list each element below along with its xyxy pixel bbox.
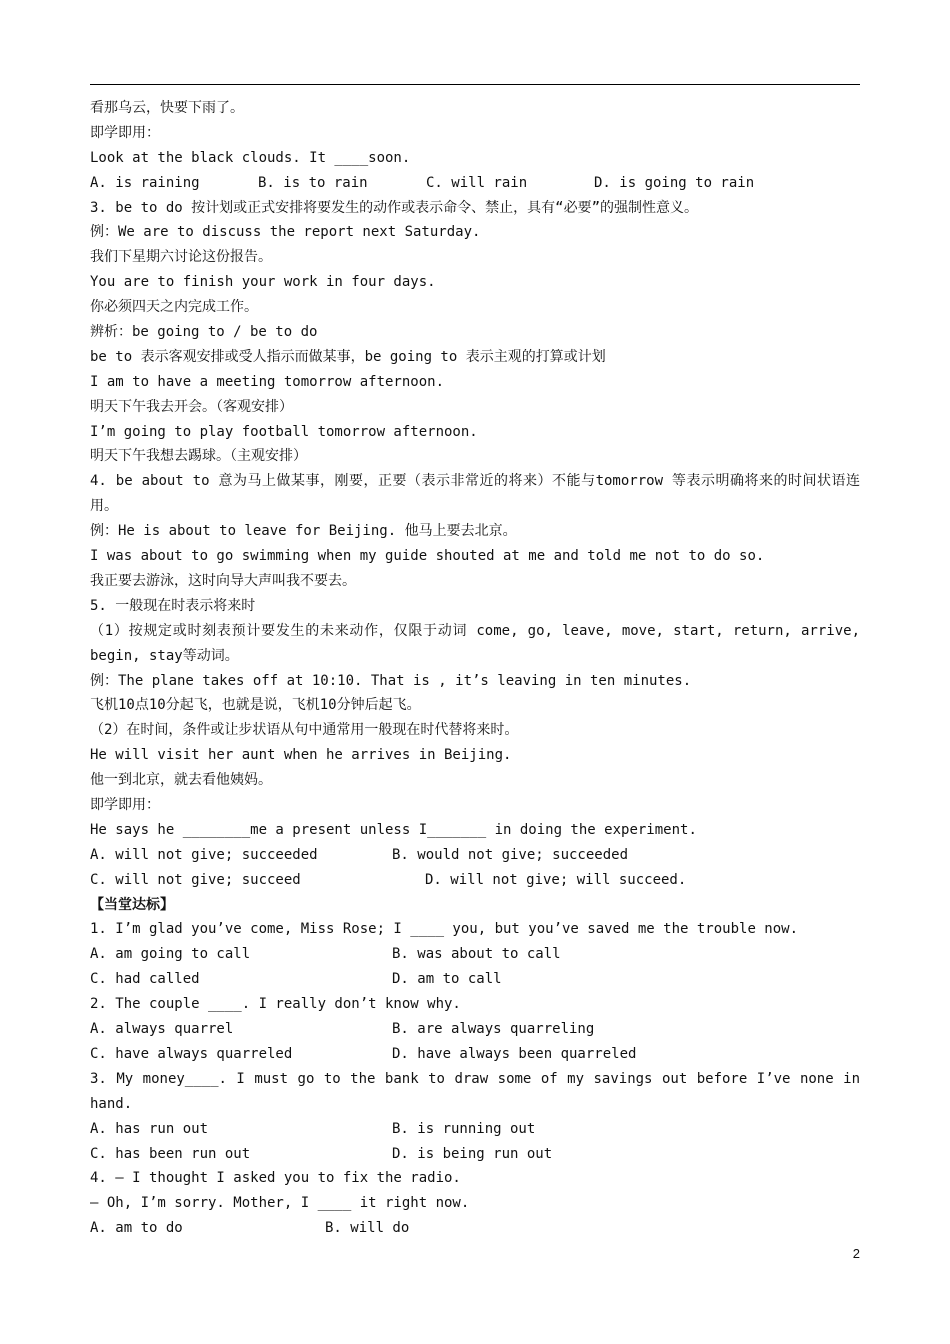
option-a: A. always quarrel xyxy=(90,1021,234,1038)
example-sentence: 例：We are to discuss the report next Saturday. xyxy=(90,224,481,241)
option-b: B. will do xyxy=(325,1220,410,1237)
option-a: A. is raining xyxy=(90,174,200,191)
text-line: （1）按规定或时刻表预计要发生的未来动作，仅限于动词 come, go, leave, move, start, return, arrive, begin, stay等动词。 xyxy=(90,622,860,664)
example-sentence: 例：The plane takes off at 10:10. That is , it’s leaving in ten minutes. xyxy=(90,672,692,689)
option-b: B. are always quarreling xyxy=(392,1021,595,1038)
page-number: 2 xyxy=(852,1246,860,1261)
example-sentence: He will visit her aunt when he arrives in Beijing. xyxy=(90,747,512,764)
option-d: D. will not give; will succeed. xyxy=(425,871,687,888)
text-line: （2）在时间，条件或让步状语从句中通常用一般现在时代替将来时。 xyxy=(90,722,519,739)
answer-options xyxy=(90,1042,860,1067)
exercise-question: 3. My money____. I must go to the bank to draw some of my savings out before I’ve none in hand. xyxy=(90,1070,860,1112)
answer-options xyxy=(90,868,860,893)
option-a: A. will not give; succeeded xyxy=(90,846,318,863)
document-body xyxy=(90,96,860,1241)
translation: 他一到北京，就去看他姨妈。 xyxy=(90,772,272,789)
answer-options xyxy=(90,1216,860,1241)
option-c: C. had called xyxy=(90,971,200,988)
exercise-question: 4. — I thought I asked you to fix the radio. xyxy=(90,1170,461,1187)
text-line: be to 表示客观安排或受人指示而做某事，be going to 表示主观的打算或计划 xyxy=(90,348,606,365)
rule-heading: 5. 一般现在时表示将来时 xyxy=(90,597,256,614)
option-c: C. have always quarreled xyxy=(90,1045,293,1062)
option-b: B. was about to call xyxy=(392,946,561,963)
answer-options xyxy=(90,967,860,992)
example-sentence: 例：He is about to leave for Beijing. 他马上要去北京。 xyxy=(90,523,517,540)
translation: 你必须四天之内完成工作。 xyxy=(90,299,258,316)
option-c: C. will rain xyxy=(426,174,528,191)
option-a: A. am to do xyxy=(90,1220,183,1237)
section-label: 即学即用： xyxy=(90,124,160,141)
rule-heading: 4. be about to 意为马上做某事，刚要，正要（表示非常近的将来）不能与tomorrow 等表示明确将来的时间状语连用。 xyxy=(90,473,860,515)
translation: 我们下星期六讨论这份报告。 xyxy=(90,249,272,266)
example-sentence: I’m going to play football tomorrow afternoon. xyxy=(90,423,478,440)
answer-options xyxy=(90,843,860,868)
answer-options xyxy=(90,1017,860,1042)
exercise-question: — Oh, I’m sorry. Mother, I ____ it right now. xyxy=(90,1195,470,1212)
text-line: 看那乌云，快要下雨了。 xyxy=(90,100,244,116)
option-d: D. is being run out xyxy=(392,1145,553,1162)
translation: 明天下午我想去踢球。（主观安排） xyxy=(90,448,307,465)
comparison-heading: 辨析：be going to / be to do xyxy=(90,324,318,341)
option-b: B. is running out xyxy=(392,1120,536,1137)
option-d: D. have always been quarreled xyxy=(392,1045,637,1062)
option-d: D. is going to rain xyxy=(594,174,755,191)
option-a: A. has run out xyxy=(90,1120,209,1137)
option-c: C. will not give; succeed xyxy=(90,871,301,888)
answer-options xyxy=(90,1117,860,1142)
header-rule xyxy=(90,84,860,85)
section-label: 即学即用： xyxy=(90,797,160,813)
exercise-question: 1. I’m glad you’ve come, Miss Rose; I ____ you, but you’ve saved me the trouble now. xyxy=(90,921,799,938)
example-sentence: I am to have a meeting tomorrow afternoon. xyxy=(90,373,445,390)
rule-heading: 3. be to do 按计划或正式安排将要发生的动作或表示命令、禁止，具有“必要”的强制性意义。 xyxy=(90,199,698,216)
answer-options xyxy=(90,1142,860,1167)
example-sentence: You are to finish your work in four days. xyxy=(90,274,436,291)
translation: 飞机10点10分起飞，也就是说，飞机10分钟后起飞。 xyxy=(90,697,421,714)
answer-options xyxy=(90,171,860,196)
section-heading: 【当堂达标】 xyxy=(90,896,174,913)
option-c: C. has been run out xyxy=(90,1145,251,1162)
option-a: A. am going to call xyxy=(90,946,251,963)
exercise-question: 2. The couple ____. I really don’t know why. xyxy=(90,996,461,1013)
answer-options xyxy=(90,942,860,967)
example-sentence: I was about to go swimming when my guide shouted at me and told me not to do so. xyxy=(90,548,765,565)
option-b: B. would not give; succeeded xyxy=(392,846,629,863)
translation: 明天下午我去开会。（客观安排） xyxy=(90,398,293,415)
option-b: B. is to rain xyxy=(258,174,368,191)
exercise-question: Look at the black clouds. It ____soon. xyxy=(90,149,411,166)
exercise-question: He says he ________me a present unless I_______ in doing the experiment. xyxy=(90,821,697,838)
option-d: D. am to call xyxy=(392,971,502,988)
translation: 我正要去游泳，这时向导大声叫我不要去。 xyxy=(90,572,356,589)
